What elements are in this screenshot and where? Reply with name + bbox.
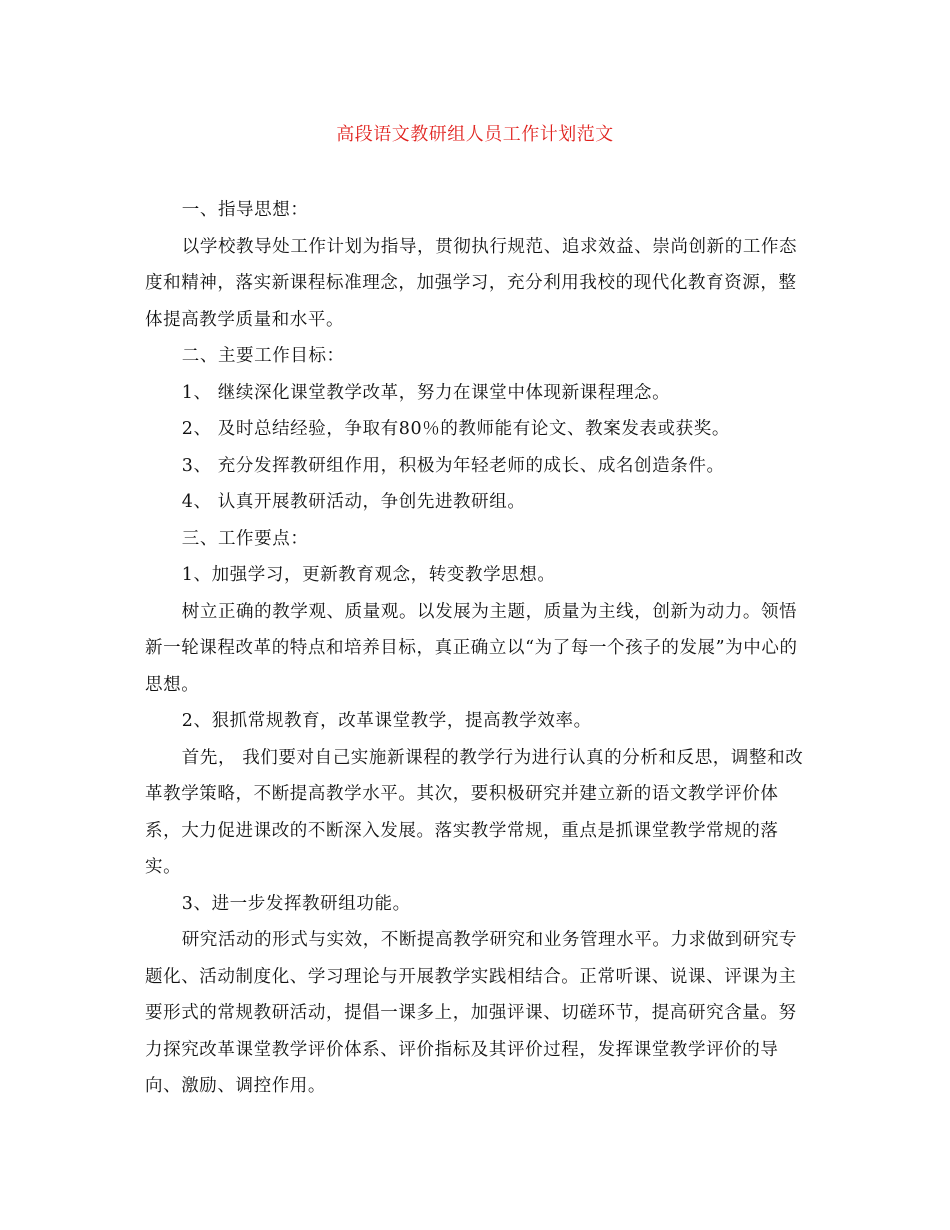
section-heading-guiding-thought: 一、指导思想： <box>181 200 309 220</box>
document-body <box>145 192 805 1105</box>
key-point-paragraph-3: 研究活动的形式与实效，不断提高教学研究和业务管理水平。力求做到研究专题化、活动制度化、学习理论与开展教学实践相结合。正常听课、说课、评课为主要形式的常规教研活动，提倡一课多上，加强评课、切磋环节，提高研究含量。努力探究改革课堂教学评价体系、评价指标及其评价过程，发挥课堂教学评价的导向、激励、调控作用。 <box>145 930 798 1096</box>
goal-item-3: 3、 充分发挥教研组作用，积极为年轻老师的成长、成名创造条件。 <box>181 455 725 476</box>
key-point-paragraph-1: 树立正确的教学观、质量观。以发展为主题，质量为主线，创新为动力。领悟新一轮课程改革的特点和培养目标，真正确立以“为了每一个孩子的发展”为中心的思想。 <box>145 601 798 695</box>
key-point-heading-1: 1、加强学习，更新教育观念，转变教学思想。 <box>181 565 556 585</box>
section-heading-key-points: 三、工作要点： <box>181 528 309 549</box>
section-heading-main-goals: 二、主要工作目标： <box>181 346 345 366</box>
paragraph-guiding-thought: 以学校教导处工作计划为指导，贯彻执行规范、追求效益、崇尚创新的工作态度和精神，落实新课程标准理念，加强学习，充分利用我校的现代化教育资源，整体提高教学质量和水平。 <box>145 236 798 330</box>
key-point-paragraph-2: 首先， 我们要对自己实施新课程的教学行为进行认真的分析和反思，调整和改革教学策略，不断提高教学水平。其次，要积极研究并建立新的语文教学评价体系，大力促进课改的不断深入发展。落实教学常规，重点是抓课堂教学常规的落实。 <box>145 747 804 877</box>
key-point-heading-3: 3、进一步发挥教研组功能。 <box>181 893 411 914</box>
page-title: 高段语文教研组人员工作计划范文 <box>336 124 614 145</box>
goal-item-4: 4、 认真开展教研活动，争创先进教研组。 <box>181 492 526 512</box>
goal-item-2: 2、 及时总结经验，争取有80％的教师能有论文、教案发表或获奖。 <box>181 419 730 439</box>
goal-item-1: 1、 继续深化课堂教学改革，努力在课堂中体现新课程理念。 <box>181 382 671 403</box>
key-point-heading-2: 2、狠抓常规教育，改革课堂教学，提高教学效率。 <box>181 711 592 731</box>
